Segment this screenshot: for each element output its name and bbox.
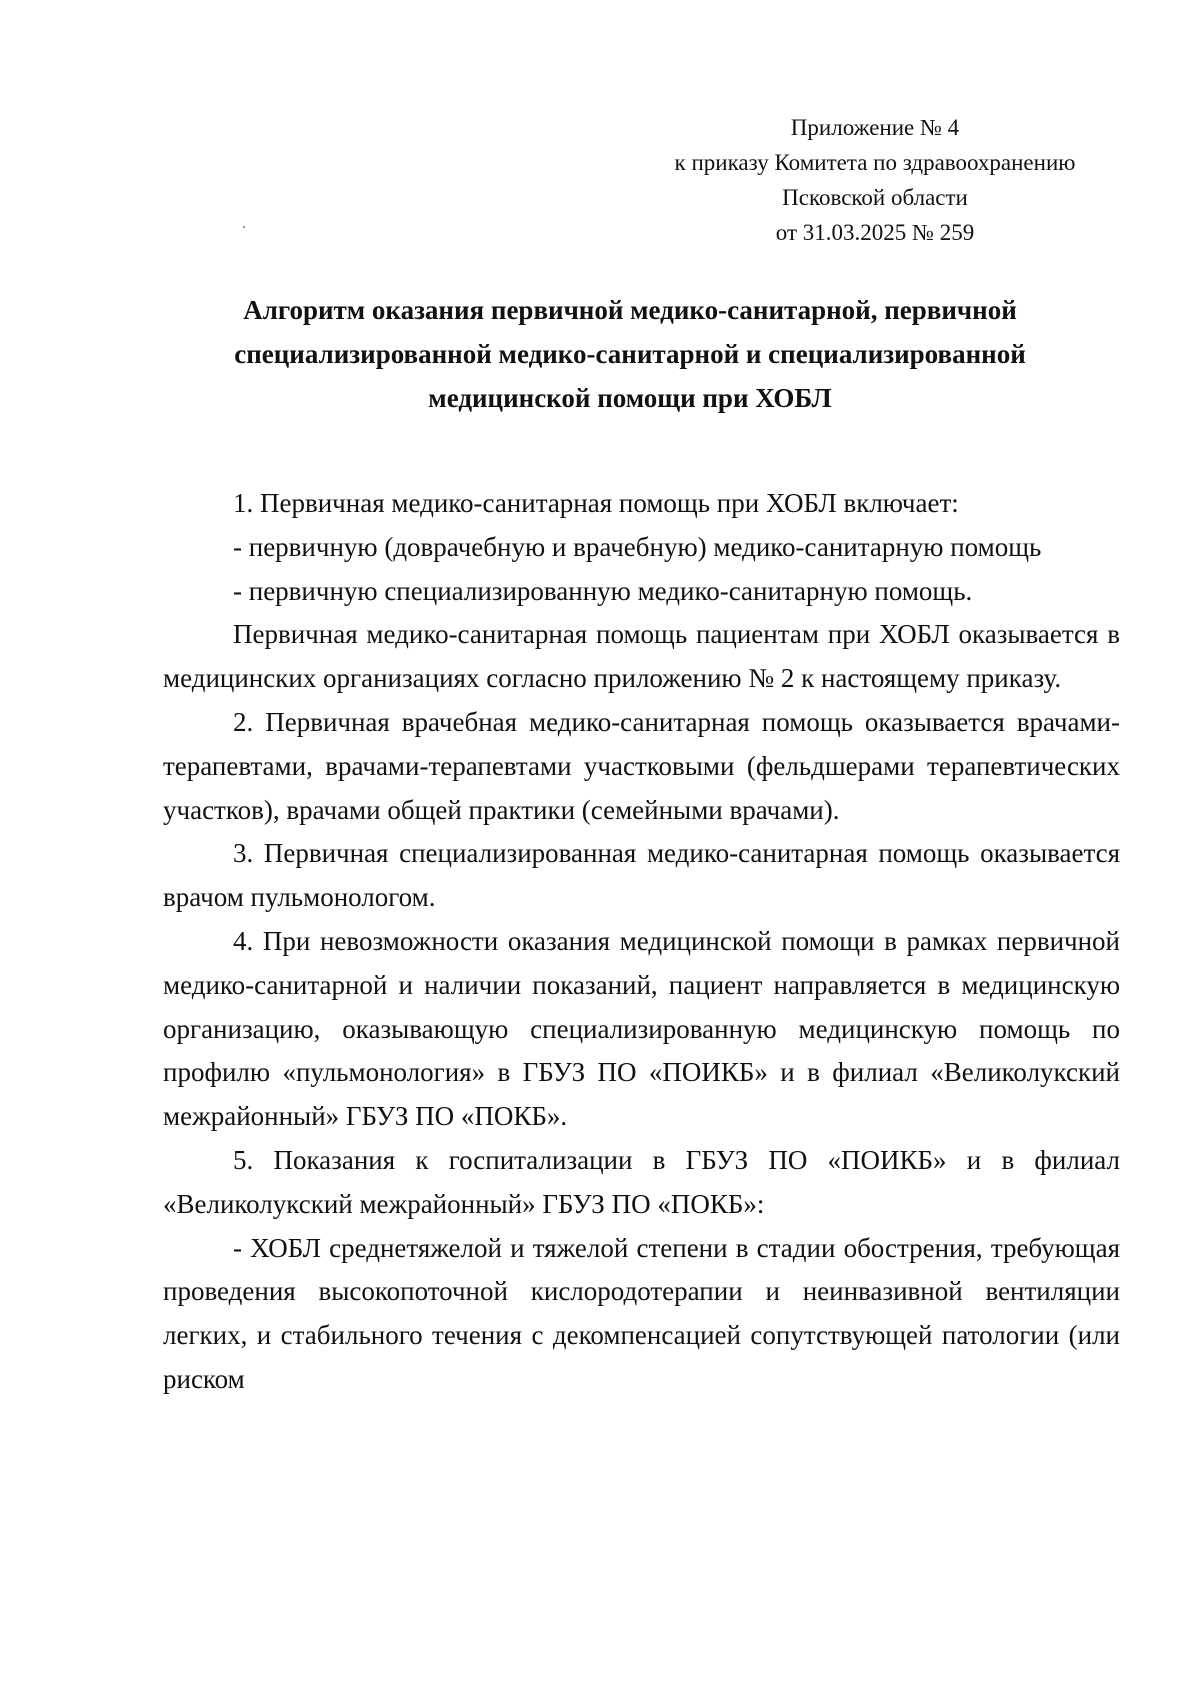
paragraph: 1. Первичная медико-санитарная помощь при ХОБЛ включает: <box>233 488 959 518</box>
title-line-2: специализированной медико-санитарной и специализированной <box>234 339 1026 369</box>
appendix-number: Приложение № 4 <box>790 115 960 140</box>
scan-speck <box>243 226 245 228</box>
title-line-1: Алгоритм оказания первичной медико-санитарной, первичной <box>243 295 1017 325</box>
paragraph: - ХОБЛ среднетяжелой и тяжелой степени в стадии обострения, требующая проведения высокопоточной кислородотерапии и неинвазивной вентиляции легких, и стабильного течения с декомпенсацией сопутствующей патологии (или риском <box>163 1232 1120 1394</box>
paragraph: 5. Показания к госпитализации в ГБУЗ ПО «ПОИКБ» и в филиал «Великолукский межрайонный» ГБУЗ ПО «ПОКБ»: <box>163 1144 1120 1219</box>
paragraph: 3. Первичная специализированная медико-санитарная помощь оказывается врачом пульмонологом. <box>163 838 1120 913</box>
document-body <box>163 482 1120 1402</box>
paragraph: 4. При невозможности оказания медицинской помощи в рамках первичной медико-санитарной и наличии показаний, пациент направляется в медицинскую организацию, оказывающую специализированную медицинскую помощь по профилю «пульмонология» в ГБУЗ ПО «ПОИКБ» и в филиал «Великолукский межрайонный» ГБУЗ ПО «ПОКБ». <box>163 925 1120 1132</box>
paragraph: - первичную специализированную медико-санитарную помощь. <box>233 575 973 606</box>
appendix-date: от 31.03.2025 № 259 <box>775 220 975 245</box>
title-line-3: медицинской помощи при ХОБЛ <box>428 383 832 413</box>
paragraph: 2. Первичная врачебная медико-санитарная помощь оказывается врачами-терапевтами, врачами-терапевтами участковыми (фельдшерами терапевтических участков), врачами общей практики (семейными врачами). <box>163 706 1120 825</box>
appendix-order-ref: к приказу Комитета по здравоохранению <box>674 150 1076 175</box>
appendix-header <box>640 110 1110 250</box>
paragraph: - первичную (доврачебную и врачебную) медико-санитарную помощь <box>233 531 1042 562</box>
document-title <box>150 288 1110 420</box>
paragraph: Первичная медико-санитарная помощь пациентам при ХОБЛ оказывается в медицинских организациях согласно приложению № 2 к настоящему приказу. <box>163 619 1120 694</box>
appendix-region: Псковской области <box>782 185 968 210</box>
